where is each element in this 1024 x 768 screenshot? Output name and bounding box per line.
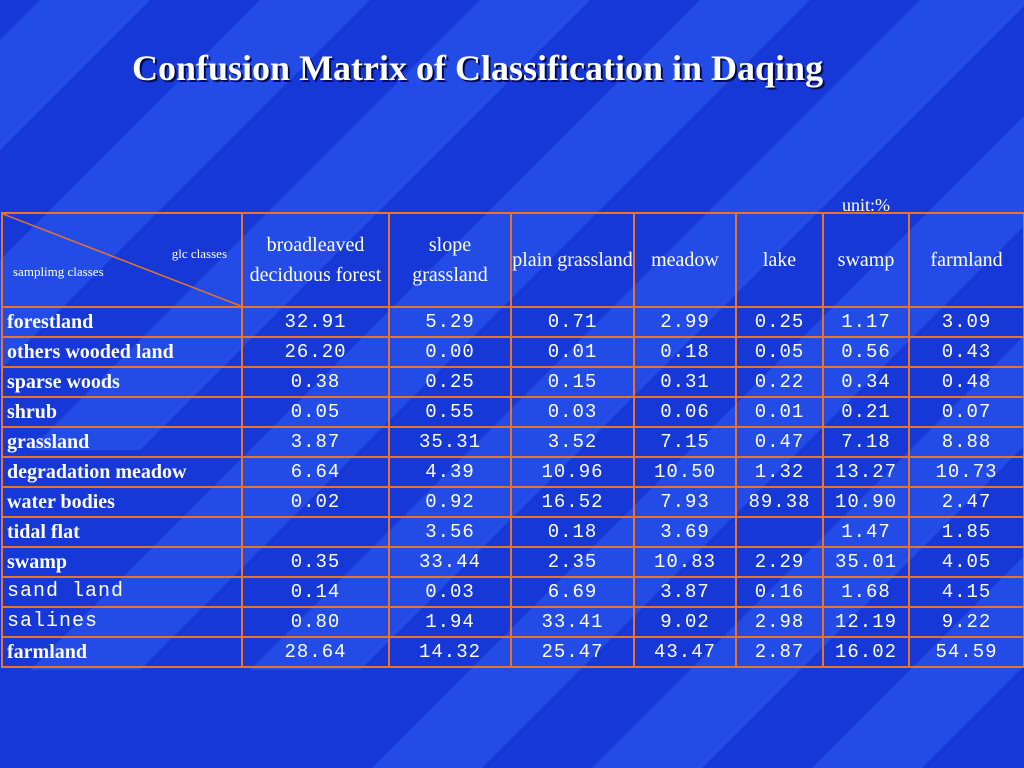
table-cell: 43.47 xyxy=(634,637,736,667)
table-cell: 10.50 xyxy=(634,457,736,487)
table-cell: 0.55 xyxy=(389,397,511,427)
table-cell: 0.56 xyxy=(823,337,909,367)
table-cell: 5.29 xyxy=(389,307,511,337)
table-row xyxy=(2,517,1024,547)
table-cell: 89.38 xyxy=(736,487,823,517)
table-row xyxy=(2,487,1024,517)
table-cell: 16.02 xyxy=(823,637,909,667)
table-row xyxy=(2,307,1024,337)
table-cell: 0.34 xyxy=(823,367,909,397)
row-label: swamp xyxy=(2,547,242,577)
table-cell: 3.87 xyxy=(634,577,736,607)
table-cell: 0.03 xyxy=(511,397,634,427)
row-label: salines xyxy=(2,607,242,637)
table-cell: 0.00 xyxy=(389,337,511,367)
table-cell: 0.22 xyxy=(736,367,823,397)
corner-header-cell xyxy=(2,213,242,307)
table-cell: 2.99 xyxy=(634,307,736,337)
unit-label: unit:% xyxy=(842,195,890,215)
table-row xyxy=(2,637,1024,667)
row-label: others wooded land xyxy=(2,337,242,367)
table-cell: 2.47 xyxy=(909,487,1024,517)
table-row xyxy=(2,337,1024,367)
table-cell: 0.43 xyxy=(909,337,1024,367)
row-label: farmland xyxy=(2,637,242,667)
table-cell: 0.18 xyxy=(511,517,634,547)
table-cell: 0.31 xyxy=(634,367,736,397)
table-cell: 3.09 xyxy=(909,307,1024,337)
table-cell: 16.52 xyxy=(511,487,634,517)
table-row xyxy=(2,397,1024,427)
table-cell: 6.64 xyxy=(242,457,389,487)
table-cell: 2.35 xyxy=(511,547,634,577)
table-cell: 10.96 xyxy=(511,457,634,487)
table-cell: 0.07 xyxy=(909,397,1024,427)
row-label: degradation meadow xyxy=(2,457,242,487)
row-label: water bodies xyxy=(2,487,242,517)
table-cell: 0.01 xyxy=(736,397,823,427)
slide-title: Confusion Matrix of Classification in Daqing xyxy=(132,48,824,88)
table-cell: 2.98 xyxy=(736,607,823,637)
table-cell: 0.03 xyxy=(389,577,511,607)
table-cell: 14.32 xyxy=(389,637,511,667)
table-cell: 10.90 xyxy=(823,487,909,517)
column-header: slope grassland xyxy=(389,213,511,307)
table-cell: 13.27 xyxy=(823,457,909,487)
table-cell: 0.18 xyxy=(634,337,736,367)
column-header: lake xyxy=(736,213,823,307)
table-cell: 12.19 xyxy=(823,607,909,637)
table-cell: 6.69 xyxy=(511,577,634,607)
table-cell: 3.87 xyxy=(242,427,389,457)
table-cell: 0.35 xyxy=(242,547,389,577)
table-cell: 0.25 xyxy=(389,367,511,397)
table-cell xyxy=(242,517,389,547)
table-cell: 1.32 xyxy=(736,457,823,487)
header-row xyxy=(2,213,1024,307)
table-cell xyxy=(736,517,823,547)
table-cell: 4.05 xyxy=(909,547,1024,577)
confusion-matrix-table xyxy=(1,212,1024,668)
table-cell: 4.15 xyxy=(909,577,1024,607)
table-cell: 8.88 xyxy=(909,427,1024,457)
row-label: grassland xyxy=(2,427,242,457)
table-row xyxy=(2,457,1024,487)
table-cell: 26.20 xyxy=(242,337,389,367)
table-cell: 32.91 xyxy=(242,307,389,337)
table-row xyxy=(2,577,1024,607)
table-row xyxy=(2,607,1024,637)
table-cell: 0.80 xyxy=(242,607,389,637)
column-header: swamp xyxy=(823,213,909,307)
table-cell: 7.15 xyxy=(634,427,736,457)
table-cell: 7.93 xyxy=(634,487,736,517)
column-header: plain grassland xyxy=(511,213,634,307)
table-cell: 3.52 xyxy=(511,427,634,457)
table-row xyxy=(2,547,1024,577)
table-cell: 35.31 xyxy=(389,427,511,457)
table-cell: 54.59 xyxy=(909,637,1024,667)
table-cell: 10.73 xyxy=(909,457,1024,487)
table-cell: 1.17 xyxy=(823,307,909,337)
table-cell: 10.83 xyxy=(634,547,736,577)
table-cell: 0.05 xyxy=(242,397,389,427)
table-cell: 1.85 xyxy=(909,517,1024,547)
table-cell: 0.14 xyxy=(242,577,389,607)
table-cell: 3.56 xyxy=(389,517,511,547)
table-cell: 33.44 xyxy=(389,547,511,577)
table-cell: 0.47 xyxy=(736,427,823,457)
table-cell: 2.87 xyxy=(736,637,823,667)
table-cell: 7.18 xyxy=(823,427,909,457)
column-header: broadleaved deciduous forest xyxy=(242,213,389,307)
table-cell: 0.16 xyxy=(736,577,823,607)
row-label: shrub xyxy=(2,397,242,427)
table-cell: 35.01 xyxy=(823,547,909,577)
table-cell: 1.68 xyxy=(823,577,909,607)
table-cell: 0.48 xyxy=(909,367,1024,397)
corner-row-axis-label: samplimg classes xyxy=(13,264,104,279)
table-cell: 0.21 xyxy=(823,397,909,427)
table-cell: 0.01 xyxy=(511,337,634,367)
column-header: meadow xyxy=(634,213,736,307)
table-row xyxy=(2,367,1024,397)
table-cell: 0.05 xyxy=(736,337,823,367)
table-cell: 28.64 xyxy=(242,637,389,667)
table-row xyxy=(2,427,1024,457)
table-cell: 0.92 xyxy=(389,487,511,517)
table-cell: 3.69 xyxy=(634,517,736,547)
corner-column-axis-label: glc classes xyxy=(171,246,227,261)
table-cell: 0.25 xyxy=(736,307,823,337)
column-header: farmland xyxy=(909,213,1024,307)
table-cell: 0.15 xyxy=(511,367,634,397)
table-cell: 0.71 xyxy=(511,307,634,337)
row-label: sand land xyxy=(2,577,242,607)
table-cell: 33.41 xyxy=(511,607,634,637)
table-cell: 9.02 xyxy=(634,607,736,637)
table-cell: 25.47 xyxy=(511,637,634,667)
table-cell: 2.29 xyxy=(736,547,823,577)
table-cell: 0.02 xyxy=(242,487,389,517)
table-cell: 1.47 xyxy=(823,517,909,547)
table-cell: 4.39 xyxy=(389,457,511,487)
table-cell: 1.94 xyxy=(389,607,511,637)
row-label: forestland xyxy=(2,307,242,337)
row-label: sparse woods xyxy=(2,367,242,397)
table-cell: 0.06 xyxy=(634,397,736,427)
row-label: tidal flat xyxy=(2,517,242,547)
table-cell: 9.22 xyxy=(909,607,1024,637)
table-cell: 0.38 xyxy=(242,367,389,397)
